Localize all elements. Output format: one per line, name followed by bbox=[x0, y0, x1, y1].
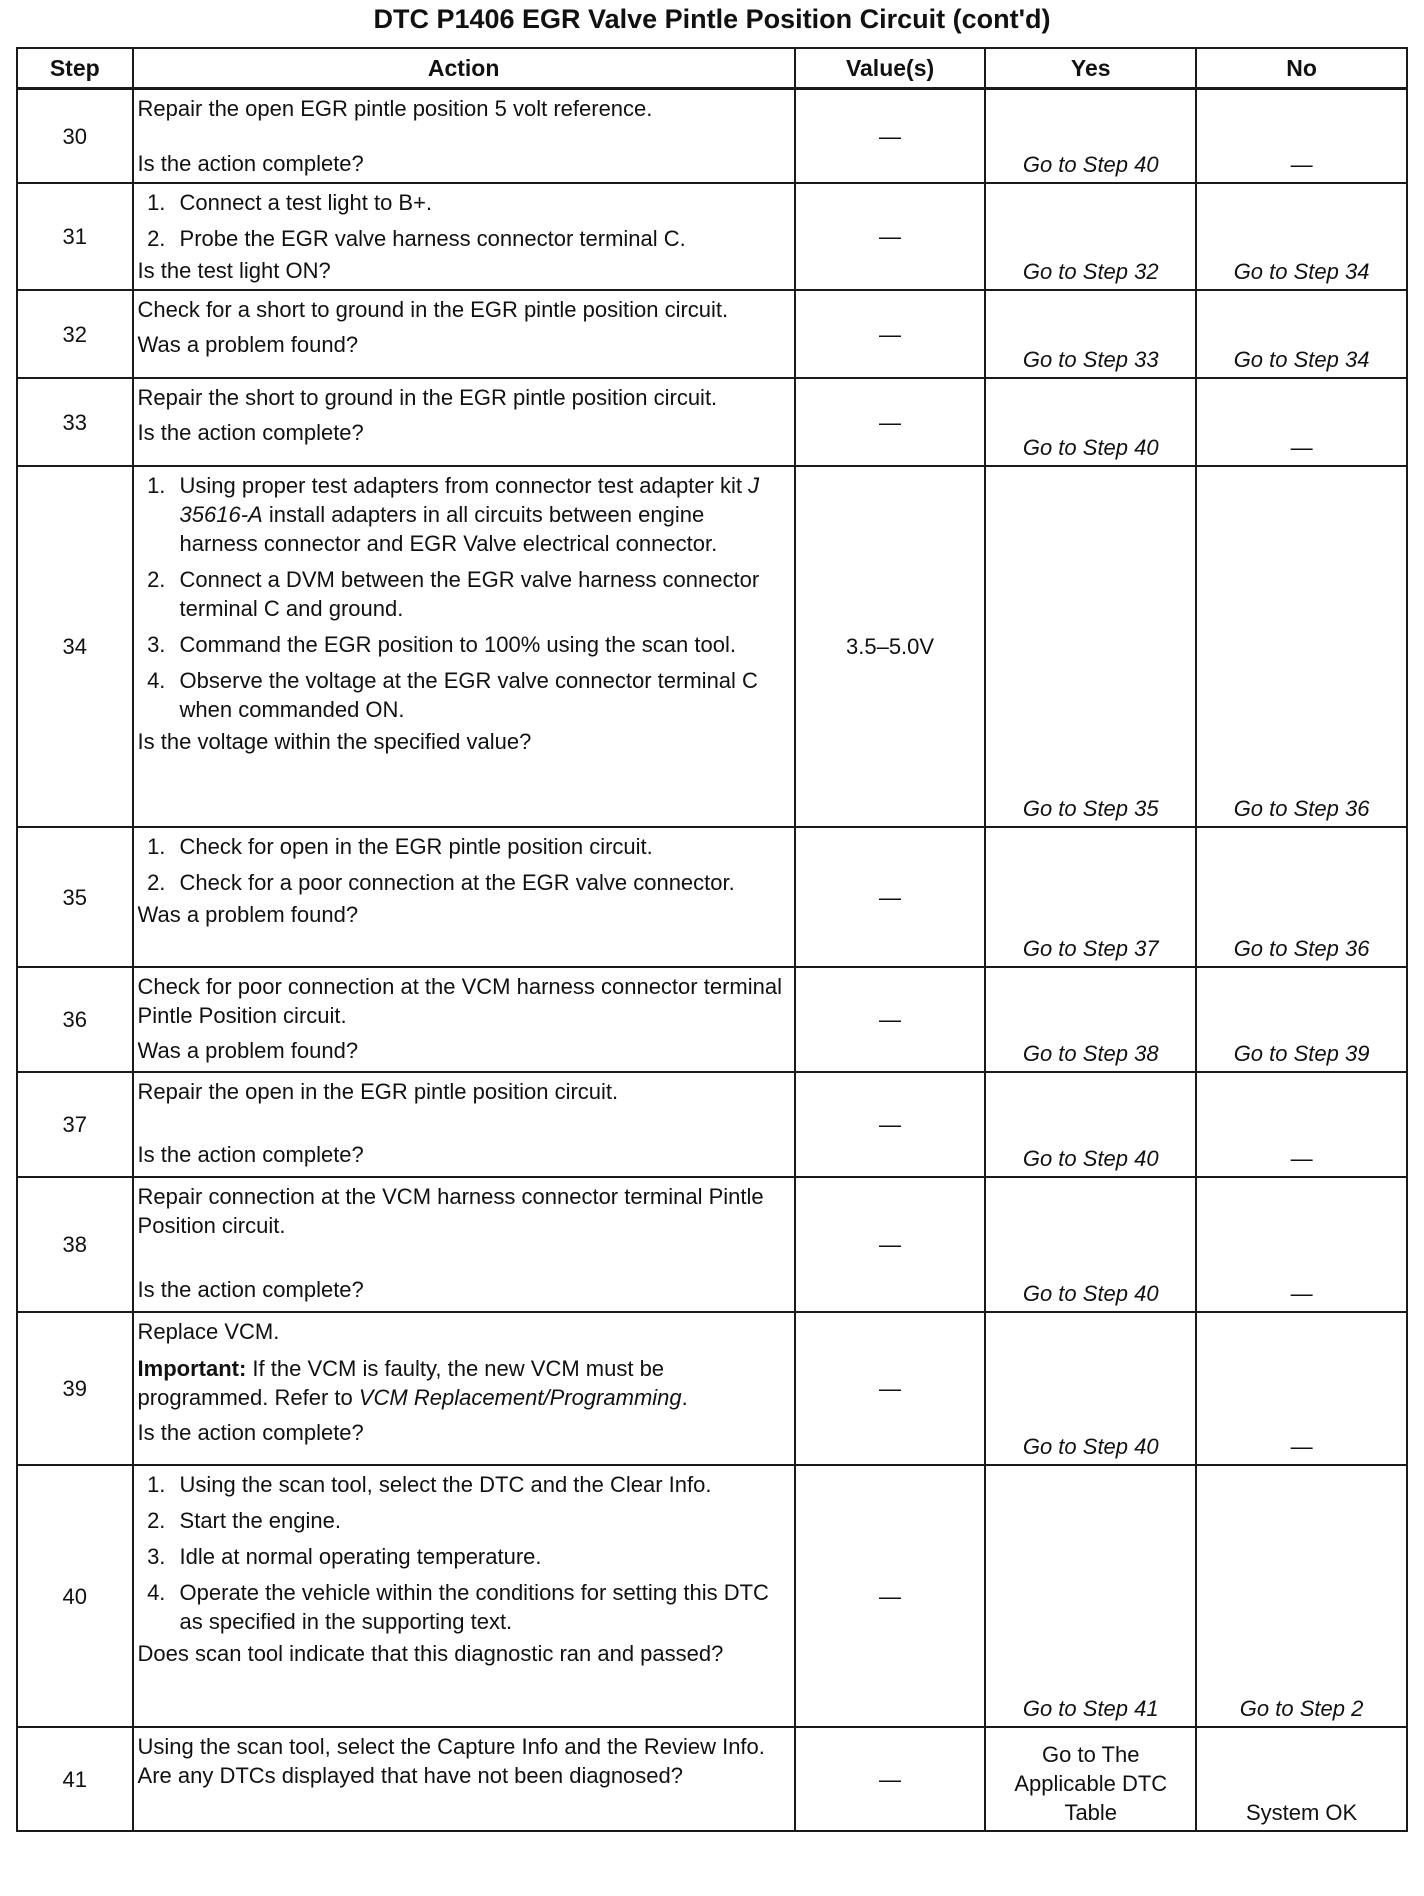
action-step-item: 3. Command the EGR position to 100% using the scan tool. bbox=[172, 630, 788, 659]
step-number: 30 bbox=[17, 89, 133, 184]
table-row bbox=[17, 1312, 1407, 1465]
action-text: Using the scan tool, select the Capture Info and the Review Info. bbox=[137, 1734, 765, 1759]
no-cell: Go to Step 36 bbox=[1196, 466, 1407, 827]
action-step-item: 1. Check for open in the EGR pintle position circuit. bbox=[172, 832, 788, 861]
header-action: Action bbox=[133, 48, 795, 89]
step-number: 33 bbox=[17, 378, 133, 466]
adapter-kit-ref: J 35616-A bbox=[179, 473, 760, 527]
step-number: 37 bbox=[17, 1072, 133, 1177]
value-cell: — bbox=[795, 827, 986, 967]
action-step-item: 1. Using the scan tool, select the DTC and the Clear Info. bbox=[172, 1470, 788, 1499]
action-text: Check for poor connection at the VCM harness connector terminal Pintle Position circuit. bbox=[137, 974, 782, 1028]
yes-cell: Go to Step 40 bbox=[985, 1177, 1196, 1312]
table-row bbox=[17, 89, 1407, 184]
value-cell: — bbox=[795, 1465, 986, 1727]
action-step-item: 2. Start the engine. bbox=[172, 1506, 788, 1535]
action-question: Is the action complete? bbox=[137, 420, 364, 445]
diagnostic-table bbox=[16, 47, 1408, 1832]
value-cell: — bbox=[795, 1072, 986, 1177]
no-cell: — bbox=[1196, 89, 1407, 184]
action-question: Is the action complete? bbox=[137, 1277, 364, 1302]
table-row bbox=[17, 1072, 1407, 1177]
value-cell: — bbox=[795, 1312, 986, 1465]
value-cell: 3.5–5.0V bbox=[795, 466, 986, 827]
action-text: Replace VCM. bbox=[137, 1319, 280, 1344]
step-number: 35 bbox=[17, 827, 133, 967]
action-step-text: install adapters in all circuits between engine harness connector and EGR Valve electrical connector. bbox=[179, 502, 718, 556]
action-cell bbox=[133, 183, 795, 290]
action-question: Is the action complete? bbox=[137, 1420, 364, 1445]
no-cell: System OK bbox=[1196, 1727, 1407, 1831]
action-step-text: Using proper test adapters from connector test adapter kit bbox=[179, 473, 749, 498]
table-row bbox=[17, 378, 1407, 466]
table-row bbox=[17, 967, 1407, 1072]
no-cell: — bbox=[1196, 1072, 1407, 1177]
value-cell: — bbox=[795, 967, 986, 1072]
no-cell: Go to Step 34 bbox=[1196, 290, 1407, 378]
action-question: Is the voltage within the specified value? bbox=[137, 729, 532, 754]
action-cell bbox=[133, 89, 795, 184]
action-text: Repair connection at the VCM harness connector terminal Pintle Position circuit. bbox=[137, 1184, 764, 1238]
no-cell: — bbox=[1196, 378, 1407, 466]
action-text: Repair the short to ground in the EGR pintle position circuit. bbox=[137, 385, 718, 410]
action-cell bbox=[133, 1465, 795, 1727]
important-end: . bbox=[681, 1385, 688, 1410]
step-number: 40 bbox=[17, 1465, 133, 1727]
yes-cell: Go to Step 33 bbox=[985, 290, 1196, 378]
action-question: Is the test light ON? bbox=[137, 258, 331, 283]
important-label: Important: bbox=[137, 1356, 247, 1381]
yes-cell: Go to Step 40 bbox=[985, 89, 1196, 184]
yes-cell: Go to Step 40 bbox=[985, 378, 1196, 466]
yes-cell: Go to Step 37 bbox=[985, 827, 1196, 967]
action-step-item: 4. Observe the voltage at the EGR valve connector terminal C when commanded ON. bbox=[172, 666, 788, 724]
action-text: Check for a short to ground in the EGR pintle position circuit. bbox=[137, 297, 729, 322]
no-cell: — bbox=[1196, 1177, 1407, 1312]
action-question: Was a problem found? bbox=[137, 332, 359, 357]
action-step-item bbox=[172, 471, 788, 558]
no-cell: Go to Step 34 bbox=[1196, 183, 1407, 290]
value-cell: — bbox=[795, 378, 986, 466]
action-step-item: 1. Connect a test light to B+. bbox=[172, 188, 788, 217]
action-step-item: 2. Connect a DVM between the EGR valve harness connector terminal C and ground. bbox=[172, 565, 788, 623]
no-cell: Go to Step 36 bbox=[1196, 827, 1407, 967]
step-number: 38 bbox=[17, 1177, 133, 1312]
action-cell bbox=[133, 466, 795, 827]
yes-cell: Go to Step 40 bbox=[985, 1072, 1196, 1177]
action-cell bbox=[133, 1072, 795, 1177]
action-question: Does scan tool indicate that this diagnostic ran and passed? bbox=[137, 1641, 724, 1666]
action-question: Was a problem found? bbox=[137, 902, 359, 927]
page-title: DTC P1406 EGR Valve Pintle Position Circuit (cont'd) bbox=[373, 4, 1051, 34]
value-cell: — bbox=[795, 183, 986, 290]
yes-cell: Go to Step 35 bbox=[985, 466, 1196, 827]
yes-cell: Go to Step 38 bbox=[985, 967, 1196, 1072]
step-number: 32 bbox=[17, 290, 133, 378]
action-question: Are any DTCs displayed that have not been diagnosed? bbox=[137, 1763, 683, 1788]
header-step: Step bbox=[17, 48, 133, 89]
action-cell bbox=[133, 290, 795, 378]
action-cell bbox=[133, 827, 795, 967]
action-question: Was a problem found? bbox=[137, 1038, 359, 1063]
value-cell: — bbox=[795, 1177, 986, 1312]
table-row bbox=[17, 1727, 1407, 1831]
no-cell: Go to Step 2 bbox=[1196, 1465, 1407, 1727]
no-cell: Go to Step 39 bbox=[1196, 967, 1407, 1072]
no-cell: — bbox=[1196, 1312, 1407, 1465]
value-cell: — bbox=[795, 290, 986, 378]
step-number: 41 bbox=[17, 1727, 133, 1831]
action-question: Is the action complete? bbox=[137, 1142, 364, 1167]
action-text: Repair the open in the EGR pintle position circuit. bbox=[137, 1079, 619, 1104]
action-cell bbox=[133, 1727, 795, 1831]
important-note bbox=[138, 1354, 788, 1412]
action-steps bbox=[138, 1470, 788, 1636]
action-text: Repair the open EGR pintle position 5 volt reference. bbox=[137, 96, 653, 121]
yes-cell: Go to Step 32 bbox=[985, 183, 1196, 290]
table-row bbox=[17, 290, 1407, 378]
action-cell bbox=[133, 378, 795, 466]
action-steps bbox=[138, 832, 788, 897]
action-step-item: 2. Check for a poor connection at the EGR valve connector. bbox=[172, 868, 788, 897]
table-row bbox=[17, 466, 1407, 827]
step-number: 39 bbox=[17, 1312, 133, 1465]
step-number: 34 bbox=[17, 466, 133, 827]
action-steps bbox=[138, 471, 788, 724]
value-cell: — bbox=[795, 1727, 986, 1831]
action-cell bbox=[133, 967, 795, 1072]
action-step-item: 4. Operate the vehicle within the conditions for setting this DTC as specified in the supporting text. bbox=[172, 1578, 788, 1636]
header-values: Value(s) bbox=[795, 48, 986, 89]
action-question: Is the action complete? bbox=[137, 151, 364, 176]
table-row bbox=[17, 183, 1407, 290]
action-steps bbox=[138, 188, 788, 253]
header-no: No bbox=[1196, 48, 1407, 89]
step-number: 31 bbox=[17, 183, 133, 290]
yes-cell: Go to The Applicable DTC Table bbox=[985, 1727, 1196, 1831]
yes-cell: Go to Step 40 bbox=[985, 1312, 1196, 1465]
action-cell bbox=[133, 1177, 795, 1312]
important-ref: VCM Replacement/Programming bbox=[358, 1385, 682, 1410]
value-cell: — bbox=[795, 89, 986, 184]
table-row bbox=[17, 1177, 1407, 1312]
table-row bbox=[17, 1465, 1407, 1727]
table-header-row bbox=[17, 48, 1407, 89]
action-step-item: 3. Idle at normal operating temperature. bbox=[172, 1542, 788, 1571]
yes-cell: Go to Step 41 bbox=[985, 1465, 1196, 1727]
step-number: 36 bbox=[17, 967, 133, 1072]
important-text: If the VCM is faulty, the new VCM must be programmed. Refer to bbox=[137, 1356, 665, 1410]
action-step-item: 2. Probe the EGR valve harness connector terminal C. bbox=[172, 224, 788, 253]
header-yes: Yes bbox=[985, 48, 1196, 89]
table-row bbox=[17, 827, 1407, 967]
action-cell bbox=[133, 1312, 795, 1465]
